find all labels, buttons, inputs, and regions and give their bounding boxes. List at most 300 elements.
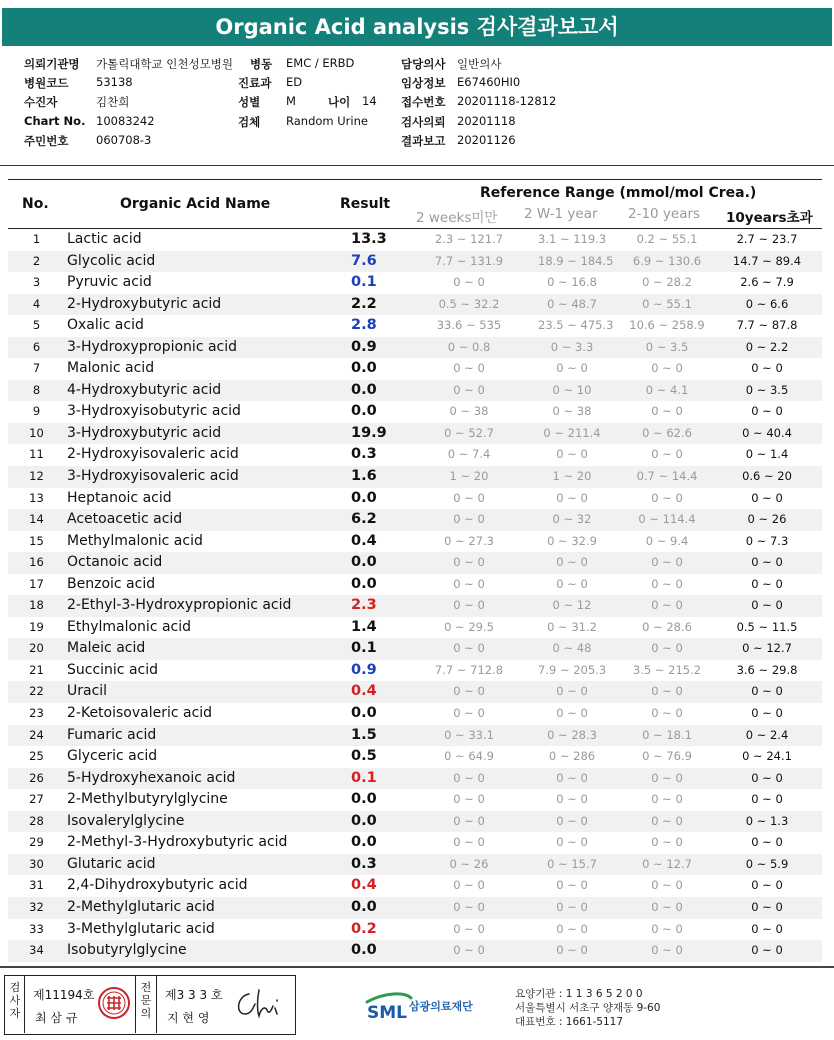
result-value: 0.3 — [351, 446, 377, 463]
acid-name: 2-Hydroxybutyric acid — [67, 295, 222, 312]
range-2w1y: 0 ~ 0 — [556, 770, 588, 785]
range-2to10y: 0 ~ 28.6 — [642, 619, 692, 634]
result-value: 0.0 — [351, 554, 377, 571]
range-over10y: 0 ~ 7.3 — [745, 533, 789, 548]
acid-name: Succinic acid — [67, 661, 159, 678]
range-2weeks: 2.3 ~ 121.7 — [434, 232, 504, 246]
row-number: 6 — [32, 339, 41, 354]
result-value: 0.4 — [351, 683, 377, 700]
sex-label: 성별 — [238, 95, 261, 109]
range-2weeks: 0 ~ 29.5 — [444, 619, 494, 634]
row-number: 3 — [32, 275, 41, 290]
range-over10y: 0 ~ 0 — [751, 404, 783, 419]
institution-code: 요양기관 : 1 1 3 6 5 2 0 0 — [515, 988, 643, 1000]
acid-name: Acetoacetic acid — [67, 511, 183, 528]
specialist-signature-icon — [229, 986, 285, 1022]
range-2to10y: 0 ~ 0 — [651, 361, 683, 376]
acid-name: Malonic acid — [67, 360, 155, 377]
row-number: 22 — [29, 684, 44, 699]
range-2to10y: 0 ~ 12.7 — [642, 856, 692, 871]
row-number: 10 — [29, 425, 44, 440]
table-row — [8, 768, 822, 790]
range-2w1y: 0 ~ 211.4 — [543, 425, 601, 440]
range-2to10y: 0 ~ 0 — [651, 792, 683, 807]
range-2weeks: 0 ~ 0 — [453, 382, 485, 397]
phone: 대표번호 : 1661-5117 — [515, 1016, 624, 1028]
range-2to10y: 0 ~ 9.4 — [645, 533, 689, 548]
table-row — [8, 488, 822, 510]
acid-name: Lactic acid — [67, 231, 142, 247]
row-number: 15 — [29, 533, 44, 548]
range-over10y: 0 ~ 0 — [751, 943, 783, 958]
acid-name: 4-Hydroxybutyric acid — [67, 381, 222, 398]
range-2w1y: 0 ~ 0 — [556, 899, 588, 914]
range-2w1y: 23.5 ~ 475.3 — [538, 318, 614, 333]
examiner-seal-icon — [97, 986, 131, 1020]
table-row — [8, 638, 822, 660]
examiner-label: 검사자 — [9, 981, 21, 1020]
row-number: 23 — [29, 706, 44, 721]
result-value: 2.8 — [351, 317, 377, 334]
sml-logo-text: SML — [367, 1003, 407, 1022]
request-value: 20201118 — [457, 114, 516, 128]
result-value: 0.4 — [351, 877, 377, 894]
range-2to10y: 0 ~ 55.1 — [642, 296, 692, 311]
range-2to10y: 0 ~ 28.2 — [642, 275, 692, 290]
acid-name: Methylmalonic acid — [67, 532, 203, 549]
range-2to10y: 3.5 ~ 215.2 — [632, 662, 702, 677]
table-row — [8, 897, 822, 919]
ref-2to10y-header: 2-10 years — [628, 206, 701, 222]
range-over10y: 0 ~ 3.5 — [745, 382, 789, 397]
range-2weeks: 0 ~ 0 — [453, 361, 485, 376]
result-value: 19.9 — [351, 424, 387, 441]
row-number: 12 — [29, 469, 44, 484]
acid-name: Heptanoic acid — [67, 489, 172, 506]
result-value: 0.1 — [351, 640, 377, 657]
result-value: 0.9 — [351, 338, 377, 355]
table-row — [8, 789, 822, 811]
range-2to10y: 0 ~ 0 — [651, 770, 683, 785]
range-2weeks: 0 ~ 0 — [453, 878, 485, 893]
result-value: 0.0 — [351, 942, 377, 959]
range-over10y: 0 ~ 24.1 — [742, 749, 792, 764]
range-2w1y: 0 ~ 0 — [556, 576, 588, 591]
acid-name: Isobutyrylglycine — [67, 942, 187, 959]
range-2w1y: 0 ~ 32 — [552, 512, 592, 527]
acid-name: 2-Ketoisovaleric acid — [67, 705, 213, 722]
department-value: ED — [286, 75, 303, 89]
range-2to10y: 0 ~ 0 — [651, 921, 683, 936]
range-2to10y: 0 ~ 0 — [651, 404, 683, 419]
range-2weeks: 0 ~ 0 — [453, 706, 485, 721]
info-row — [0, 133, 834, 152]
row-number: 13 — [29, 490, 44, 505]
range-over10y: 0 ~ 5.9 — [745, 856, 789, 871]
ref-over10y-header: 10years초과 — [726, 210, 813, 226]
chart-no-value: 10083242 — [96, 114, 155, 128]
range-over10y: 0 ~ 0 — [751, 899, 783, 914]
acid-name: Isovalerylglycine — [67, 812, 185, 829]
range-over10y: 0 ~ 0 — [751, 835, 783, 850]
acid-name: 3-Hydroxybutyric acid — [67, 424, 222, 441]
ward-value: EMC / ERBD — [286, 56, 355, 70]
range-over10y: 7.7 ~ 87.8 — [736, 318, 798, 333]
range-2w1y: 0 ~ 0 — [556, 490, 588, 505]
table-row — [8, 940, 822, 962]
range-2w1y: 1 ~ 20 — [552, 469, 592, 484]
request-label: 검사의뢰 — [401, 115, 446, 129]
range-over10y: 0 ~ 0 — [751, 706, 783, 721]
row-number: 18 — [29, 598, 44, 613]
range-over10y: 0 ~ 26 — [747, 512, 787, 527]
table-row — [8, 358, 822, 380]
institution-value: 가톨릭대학교 인천성모병원 — [96, 57, 233, 71]
info-divider — [0, 165, 834, 166]
range-2to10y: 0.2 ~ 55.1 — [636, 232, 698, 246]
acid-name: Fumaric acid — [67, 726, 157, 743]
table-row — [8, 681, 822, 703]
table-row — [8, 380, 822, 402]
institution-label: 의뢰기관명 — [24, 57, 80, 71]
range-2w1y: 0 ~ 0 — [556, 447, 588, 462]
result-value: 6.2 — [351, 511, 377, 528]
sex-value: M — [286, 94, 296, 108]
result-value: 0.0 — [351, 575, 377, 592]
range-2weeks: 0 ~ 0 — [453, 512, 485, 527]
range-over10y: 0 ~ 0 — [751, 555, 783, 570]
result-value: 2.3 — [351, 597, 377, 614]
table-row — [8, 423, 822, 445]
receipt-value: 20201118-12812 — [457, 94, 557, 108]
table-row — [8, 251, 822, 273]
row-number: 20 — [29, 641, 44, 656]
range-2to10y: 0 ~ 18.1 — [642, 727, 692, 742]
table-row — [8, 315, 822, 337]
reference-range-header: Reference Range (mmol/mol Crea.) — [480, 185, 757, 201]
table-row — [8, 746, 822, 768]
table-row — [8, 617, 822, 639]
acid-name: Benzoic acid — [67, 575, 156, 592]
specialist-license: 제3 3 3 호 — [165, 988, 223, 1002]
acid-name: 3-Hydroxypropionic acid — [67, 338, 238, 355]
range-2weeks: 0 ~ 0 — [453, 813, 485, 828]
range-over10y: 0 ~ 12.7 — [742, 641, 792, 656]
result-value: 0.0 — [351, 705, 377, 722]
range-2w1y: 0 ~ 0 — [556, 813, 588, 828]
patient-info-section — [0, 50, 834, 164]
row-number: 32 — [29, 899, 44, 914]
range-2to10y: 0 ~ 76.9 — [642, 749, 692, 764]
range-2w1y: 0 ~ 0 — [556, 792, 588, 807]
hospital-code-value: 53138 — [96, 75, 133, 89]
clinical-label: 임상정보 — [401, 76, 446, 90]
acid-name: Maleic acid — [67, 640, 146, 657]
result-value: 13.3 — [351, 231, 387, 247]
table-row — [8, 444, 822, 466]
range-2w1y: 0 ~ 0 — [556, 835, 588, 850]
examiner-label-cell — [5, 976, 25, 1033]
examiner-license: 제11194호 — [33, 988, 95, 1002]
result-value: 1.6 — [351, 468, 377, 485]
chart-no-label: Chart No. — [24, 114, 86, 128]
range-2w1y: 0 ~ 38 — [552, 404, 592, 419]
range-over10y: 0 ~ 0 — [751, 598, 783, 613]
row-number: 34 — [29, 943, 44, 958]
resident-value: 060708-3 — [96, 133, 152, 147]
result-value: 0.0 — [351, 812, 377, 829]
range-2to10y: 0 ~ 0 — [651, 813, 683, 828]
range-2weeks: 0 ~ 27.3 — [444, 533, 494, 548]
table-row — [8, 294, 822, 316]
range-2w1y: 0 ~ 286 — [548, 749, 596, 764]
row-number: 14 — [29, 512, 44, 527]
range-2weeks: 0 ~ 52.7 — [444, 425, 494, 440]
range-2to10y: 0 ~ 0 — [651, 706, 683, 721]
table-row — [8, 811, 822, 833]
range-2to10y: 0 ~ 0 — [651, 490, 683, 505]
specimen-label: 검체 — [238, 115, 261, 129]
info-row — [0, 94, 834, 113]
table-row — [8, 229, 822, 251]
range-2weeks: 0 ~ 0 — [453, 684, 485, 699]
table-row — [8, 595, 822, 617]
range-2w1y: 0 ~ 0 — [556, 878, 588, 893]
range-over10y: 14.7 ~ 89.4 — [732, 253, 802, 268]
specialist-label: 전문의 — [140, 981, 152, 1020]
range-over10y: 0 ~ 1.3 — [745, 813, 789, 828]
range-over10y: 0 ~ 40.4 — [742, 425, 792, 440]
table-row — [8, 466, 822, 488]
acid-name: Octanoic acid — [67, 554, 163, 571]
acid-name: 2,4-Dihydroxybutyric acid — [67, 877, 248, 894]
row-number: 26 — [29, 770, 44, 785]
range-over10y: 0 ~ 1.4 — [745, 447, 789, 462]
row-number: 27 — [29, 792, 44, 807]
table-row — [8, 509, 822, 531]
range-2weeks: 0 ~ 0 — [453, 921, 485, 936]
result-value: 0.0 — [351, 489, 377, 506]
row-number: 8 — [32, 382, 41, 397]
range-2weeks: 1 ~ 20 — [449, 469, 489, 484]
range-2w1y: 0 ~ 0 — [556, 555, 588, 570]
acid-name: 3-Hydroxyisobutyric acid — [67, 403, 241, 420]
result-value: 0.3 — [351, 855, 377, 872]
results-table-body — [8, 229, 822, 962]
range-over10y: 0.5 ~ 11.5 — [736, 619, 798, 634]
foundation-name: 삼광의료재단 — [409, 1000, 473, 1013]
range-2w1y: 0 ~ 48 — [552, 641, 592, 656]
range-2weeks: 7.7 ~ 712.8 — [434, 662, 504, 677]
result-value: 0.0 — [351, 898, 377, 915]
age-label: 나이 — [328, 95, 351, 109]
result-value: 0.0 — [351, 360, 377, 377]
range-2to10y: 0 ~ 0 — [651, 684, 683, 699]
result-value: 0.0 — [351, 381, 377, 398]
resident-label: 주민번호 — [24, 134, 69, 148]
range-2weeks: 0 ~ 26 — [449, 856, 489, 871]
row-number: 19 — [29, 619, 44, 634]
table-row — [8, 552, 822, 574]
clinical-value: E67460HI0 — [457, 75, 521, 89]
range-2weeks: 0 ~ 0 — [453, 490, 485, 505]
range-2weeks: 0 ~ 7.4 — [447, 447, 491, 462]
range-over10y: 0 ~ 2.2 — [745, 339, 789, 354]
report-title: Organic Acid analysis 검사결과보고서 — [2, 8, 832, 46]
result-value: 0.0 — [351, 403, 377, 420]
range-2weeks: 0 ~ 38 — [449, 404, 489, 419]
patient-value: 김찬희 — [96, 95, 130, 109]
range-over10y: 0 ~ 0 — [751, 361, 783, 376]
result-value: 0.1 — [351, 769, 377, 786]
range-over10y: 0 ~ 0 — [751, 576, 783, 591]
range-2w1y: 18.9 ~ 184.5 — [538, 253, 614, 268]
acid-name: Glycolic acid — [67, 252, 156, 269]
range-2weeks: 33.6 ~ 535 — [436, 318, 502, 333]
range-2to10y: 0 ~ 0 — [651, 447, 683, 462]
range-2to10y: 0 ~ 0 — [651, 555, 683, 570]
range-2w1y: 0 ~ 28.3 — [547, 727, 597, 742]
range-over10y: 0 ~ 0 — [751, 878, 783, 893]
range-2to10y: 0 ~ 62.6 — [642, 425, 692, 440]
range-2to10y: 0 ~ 3.5 — [645, 339, 689, 354]
range-2weeks: 0 ~ 0 — [453, 641, 485, 656]
table-row — [8, 919, 822, 941]
range-2to10y: 0.7 ~ 14.4 — [636, 469, 698, 484]
row-number: 24 — [29, 727, 44, 742]
range-2to10y: 6.9 ~ 130.6 — [632, 253, 702, 268]
table-row — [8, 660, 822, 682]
range-2to10y: 0 ~ 0 — [651, 576, 683, 591]
specialist-name: 지 현 영 — [167, 1011, 210, 1025]
range-2weeks: 0 ~ 0 — [453, 576, 485, 591]
col-no-header: No. — [22, 196, 49, 212]
ref-2weeks-header: 2 weeks미만 — [416, 210, 498, 226]
acid-name: Ethylmalonic acid — [67, 618, 192, 635]
acid-name: 2-Hydroxyisovaleric acid — [67, 446, 239, 463]
range-2w1y: 0 ~ 48.7 — [547, 296, 597, 311]
range-2w1y: 0 ~ 0 — [556, 921, 588, 936]
age-value: 14 — [362, 94, 377, 108]
row-number: 1 — [32, 232, 41, 246]
row-number: 16 — [29, 555, 44, 570]
range-over10y: 0 ~ 0 — [751, 770, 783, 785]
range-2w1y: 0 ~ 0 — [556, 684, 588, 699]
address: 서울특별시 서초구 양재동 9-60 — [515, 1002, 661, 1014]
range-2weeks: 0.5 ~ 32.2 — [438, 296, 500, 311]
range-2weeks: 0 ~ 33.1 — [444, 727, 494, 742]
result-value: 0.9 — [351, 661, 377, 678]
acid-name: Pyruvic acid — [67, 274, 152, 291]
footer-divider — [0, 966, 834, 968]
range-2weeks: 0 ~ 0 — [453, 598, 485, 613]
row-number: 31 — [29, 878, 44, 893]
range-over10y: 0.6 ~ 20 — [742, 469, 792, 484]
result-value: 7.6 — [351, 252, 377, 269]
row-number: 11 — [29, 447, 44, 462]
table-row — [8, 725, 822, 747]
table-row — [8, 401, 822, 423]
range-2w1y: 0 ~ 32.9 — [547, 533, 597, 548]
result-value: 2.2 — [351, 295, 377, 312]
row-number: 21 — [29, 662, 44, 677]
range-over10y: 0 ~ 0 — [751, 792, 783, 807]
range-2to10y: 0 ~ 0 — [651, 641, 683, 656]
range-2weeks: 0 ~ 0.8 — [447, 339, 491, 354]
row-number: 9 — [32, 404, 41, 419]
receipt-label: 접수번호 — [401, 95, 446, 109]
range-over10y: 2.6 ~ 7.9 — [740, 275, 794, 290]
range-over10y: 0 ~ 0 — [751, 490, 783, 505]
range-2weeks: 0 ~ 0 — [453, 770, 485, 785]
info-row — [0, 114, 834, 133]
row-number: 17 — [29, 576, 44, 591]
range-over10y: 2.7 ~ 23.7 — [736, 232, 798, 246]
acid-name: 5-Hydroxyhexanoic acid — [67, 769, 236, 786]
table-row — [8, 272, 822, 294]
info-row — [0, 75, 834, 94]
result-value: 0.5 — [351, 748, 377, 765]
row-number: 29 — [29, 835, 44, 850]
range-2w1y: 0 ~ 3.3 — [550, 339, 594, 354]
table-row — [8, 854, 822, 876]
range-2to10y: 0 ~ 0 — [651, 899, 683, 914]
range-2to10y: 10.6 ~ 258.9 — [629, 318, 705, 333]
row-number: 4 — [32, 296, 41, 311]
table-header — [8, 180, 822, 228]
result-value: 0.0 — [351, 834, 377, 851]
department-label: 진료과 — [238, 76, 272, 90]
row-number: 2 — [32, 253, 41, 268]
range-2to10y: 0 ~ 114.4 — [638, 512, 696, 527]
col-name-header: Organic Acid Name — [120, 196, 271, 212]
range-2weeks: 0 ~ 0 — [453, 899, 485, 914]
range-over10y: 0 ~ 6.6 — [745, 296, 789, 311]
table-row — [8, 337, 822, 359]
range-2w1y: 3.1 ~ 119.3 — [538, 232, 607, 246]
table-row — [8, 875, 822, 897]
info-row — [0, 56, 834, 75]
acid-name: 2-Methylglutaric acid — [67, 898, 215, 915]
result-value: 0.4 — [351, 532, 377, 549]
range-2w1y: 0 ~ 0 — [556, 361, 588, 376]
range-2w1y: 0 ~ 0 — [556, 706, 588, 721]
acid-name: 2-Methyl-3-Hydroxybutyric acid — [67, 834, 288, 851]
result-value: 0.0 — [351, 791, 377, 808]
row-number: 5 — [32, 318, 41, 333]
result-value: 1.5 — [351, 726, 377, 743]
specimen-value: Random Urine — [286, 114, 368, 128]
range-2w1y: 0 ~ 0 — [556, 943, 588, 958]
acid-name: 3-Hydroxyisovaleric acid — [67, 468, 239, 485]
report-value: 20201126 — [457, 133, 516, 147]
range-2w1y: 7.9 ~ 205.3 — [538, 662, 607, 677]
examiner-name: 최 삼 규 — [35, 1011, 78, 1025]
doctor-value: 일반의사 — [457, 57, 502, 71]
acid-name: 2-Methylbutyrylglycine — [67, 791, 228, 808]
range-2to10y: 0 ~ 0 — [651, 598, 683, 613]
row-number: 25 — [29, 749, 44, 764]
acid-name: 2-Ethyl-3-Hydroxypropionic acid — [67, 597, 292, 614]
range-2w1y: 0 ~ 12 — [552, 598, 592, 613]
range-over10y: 0 ~ 0 — [751, 684, 783, 699]
range-over10y: 0 ~ 2.4 — [745, 727, 789, 742]
range-2w1y: 0 ~ 31.2 — [547, 619, 597, 634]
specialist-label-cell — [135, 976, 157, 1033]
range-2to10y: 0 ~ 4.1 — [645, 382, 689, 397]
table-row — [8, 832, 822, 854]
row-number: 7 — [32, 361, 41, 376]
